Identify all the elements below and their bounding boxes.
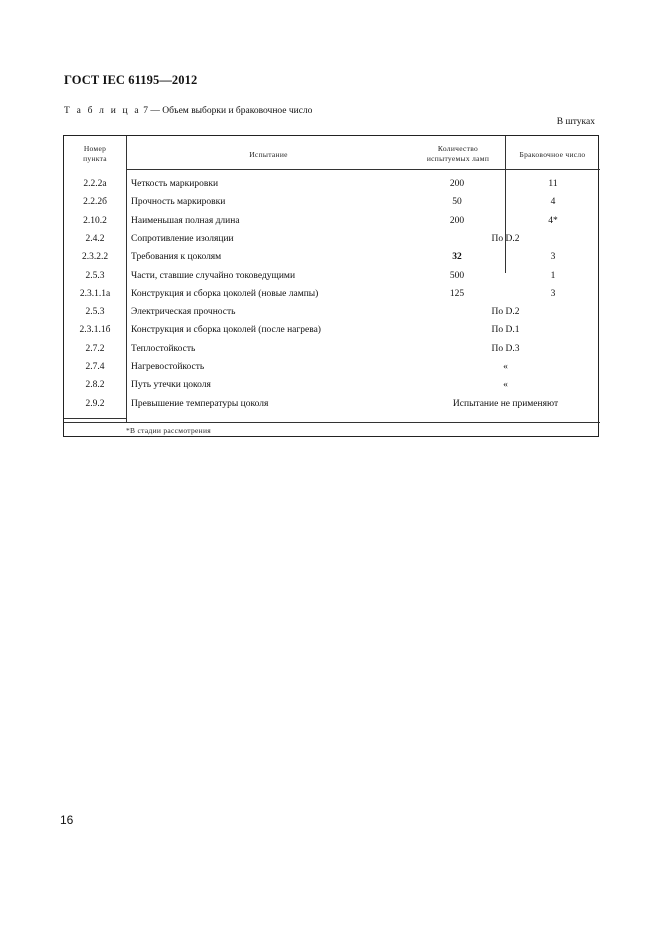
row-item-number: 2.5.3 (85, 307, 105, 317)
table-caption-text: 7 — Объем выборки и браковочное число (143, 106, 313, 116)
document-header: ГОСТ IEC 61195—2012 (64, 73, 198, 87)
row-item-number: 2.3.2.2 (81, 252, 109, 262)
column-divider (126, 136, 127, 422)
row-item-number: 2.2.2б (83, 197, 107, 207)
row-method-reference: По D.1 (491, 325, 520, 335)
header-item-number-line2: пункта (83, 154, 107, 163)
row-test-name: Наименьшая полная длина (131, 216, 240, 226)
header-divider (126, 169, 600, 170)
row-item-number: 2.5.3 (85, 271, 105, 281)
row-method-reference: По D.2 (491, 307, 520, 317)
row-item-number: 2.10.2 (83, 216, 107, 226)
row-quantity: 50 (452, 197, 462, 207)
table-footnote: *В стадии рассмотрения (126, 426, 212, 435)
row-item-number: 2.8.2 (85, 380, 105, 390)
page-number: 16 (60, 813, 74, 827)
row-item-number: 2.9.2 (85, 399, 105, 409)
row-method-reference: « (503, 380, 508, 390)
header-quantity-line2: испытуемых ламп (426, 154, 490, 163)
row-method-reference: По D.2 (491, 234, 520, 244)
header-rejection-number: Браковочное число (519, 150, 586, 159)
sample-size-table (63, 135, 599, 437)
row-quantity: 200 (449, 179, 465, 189)
footnote-divider (64, 422, 600, 423)
row-item-number: 2.3.1.1а (79, 289, 111, 299)
header-item-number (64, 144, 126, 164)
row-quantity: 125 (449, 289, 465, 299)
units-label: В штуках (556, 117, 595, 127)
header-test: Испытание (249, 150, 288, 159)
footnote-rule (64, 418, 126, 419)
row-rejection-number: 3 (550, 289, 556, 299)
row-item-number: 2.3.1.1б (79, 325, 111, 335)
row-rejection-number: 3 (550, 252, 556, 262)
row-item-number: 2.4.2 (85, 234, 105, 244)
row-test-name: Конструкция и сборка цоколей (новые лампы) (131, 289, 319, 299)
row-test-name: Электрическая прочность (131, 307, 236, 317)
row-test-name: Прочность маркировки (131, 197, 226, 207)
row-test-name: Требования к цоколям (131, 252, 222, 262)
row-rejection-number: 4* (548, 216, 558, 226)
row-test-name: Части, ставшие случайно токоведущими (131, 271, 296, 281)
header-item-number-line1: Номер (83, 144, 107, 153)
table-caption-label: Т а б л и ц а (64, 106, 141, 116)
row-method-reference: По D.3 (491, 344, 520, 354)
row-test-name: Нагревостойкость (131, 362, 205, 372)
row-method-reference: Испытание не применяют (452, 399, 559, 409)
header-quantity-line1: Количество (437, 144, 479, 153)
row-test-name: Четкость маркировки (131, 179, 219, 189)
row-quantity: 500 (449, 271, 465, 281)
row-method-reference: « (503, 362, 508, 372)
table-caption (64, 106, 312, 116)
row-item-number: 2.7.2 (85, 344, 105, 354)
header-quantity (411, 144, 505, 164)
row-rejection-number: 11 (548, 179, 558, 189)
row-quantity: 32 (452, 252, 462, 262)
row-rejection-number: 1 (550, 271, 556, 281)
row-item-number: 2.2.2а (83, 179, 107, 189)
row-rejection-number: 4 (550, 197, 556, 207)
row-test-name: Теплостойкость (131, 344, 196, 354)
row-item-number: 2.7.4 (85, 362, 105, 372)
row-test-name: Путь утечки цоколя (131, 380, 211, 390)
row-test-name: Превышение температуры цоколя (131, 399, 269, 409)
row-test-name: Сопротивление изоляции (131, 234, 234, 244)
row-test-name: Конструкция и сборка цоколей (после нагрева) (131, 325, 321, 335)
row-quantity: 200 (449, 216, 465, 226)
